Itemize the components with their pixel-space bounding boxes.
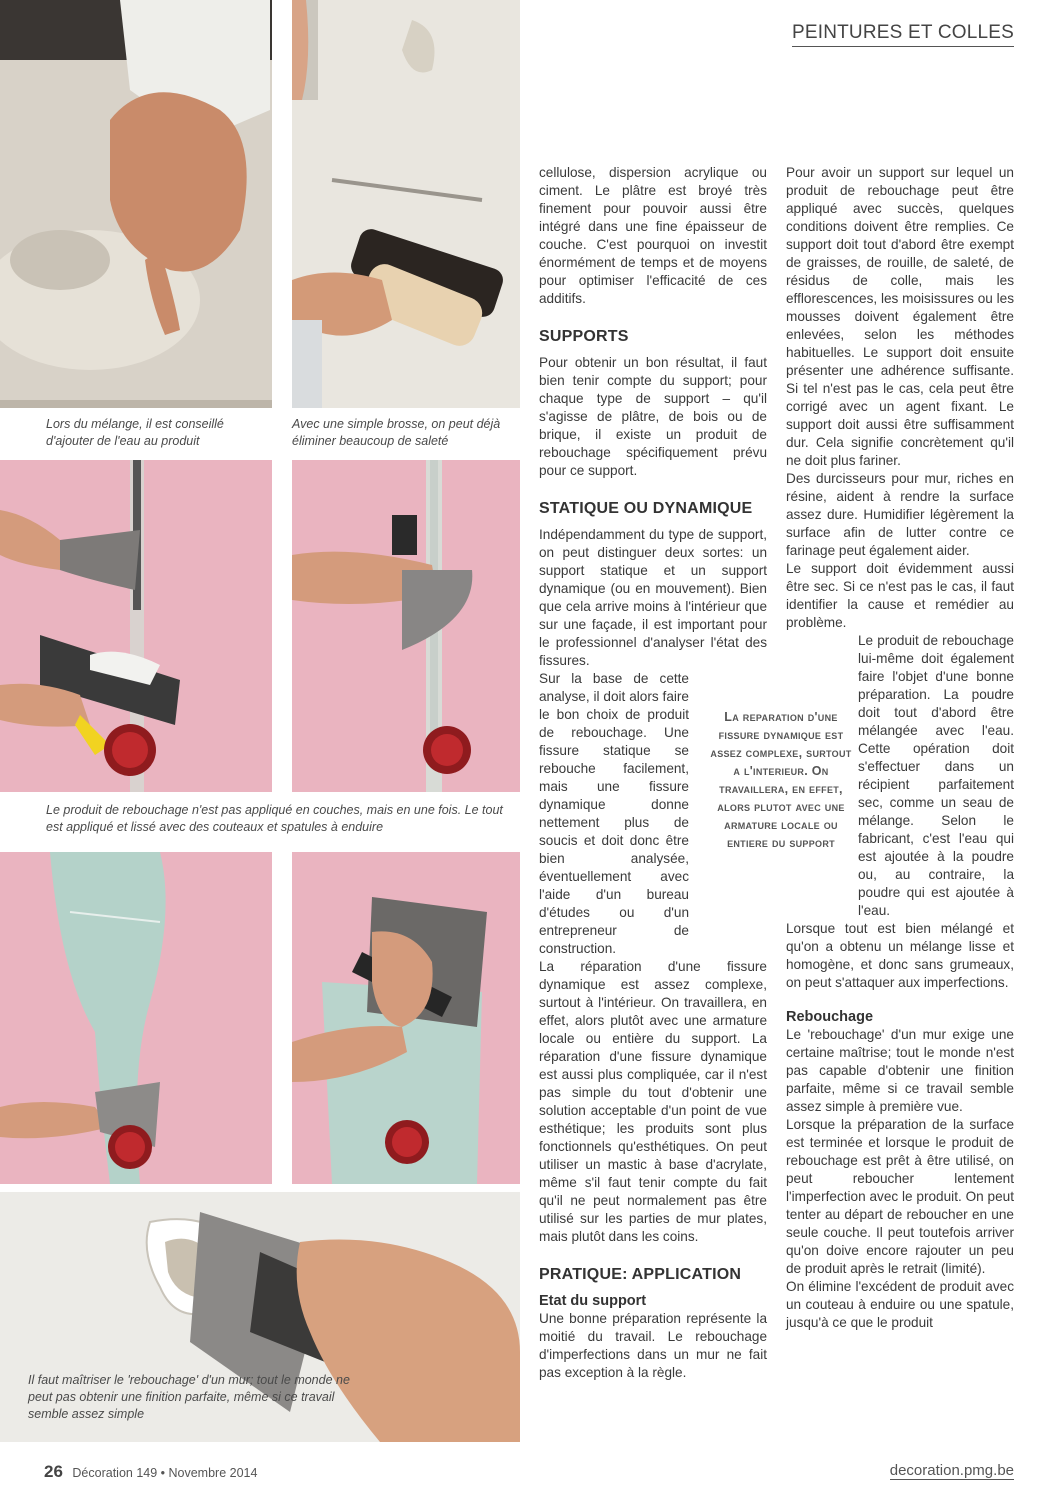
pink-wall-smoothing-photo	[292, 852, 520, 1184]
col1-statique-a: Indépendamment du type de support, on peut distinguer deux sortes: un support statique et un support dynamique (ou en mouvement). Bien que cela arrive moins à l'intérieur que sur une façade, il est important pour le professionnel d'analyser l'état des fissures.	[539, 527, 767, 668]
caption-rebouchage: Il faut maîtriser le 'rebouchage' d'un mur; tout le monde ne peut pas obtenir une finition parfaite, même si ce travail semble assez simple	[28, 1373, 350, 1421]
col1-etat: Une bonne préparation représente la moitié du travail. Le rebouchage d'imperfections dans un mur ne fait pas exception à la règle.	[539, 1311, 767, 1380]
pull-quote: La reparation d'une fissure dynamique est assez complexe, surtout a l'interieur. On travaillera, en effet, alors plutot avec une armature locale ou entiere du support	[710, 710, 852, 850]
footer-site-link[interactable]: decoration.pmg.be	[889, 1462, 1014, 1479]
heading-supports: SUPPORTS	[539, 328, 629, 345]
col1-statique-b: Sur la base de cette analyse, il doit alors faire le bon choix de produit de rebouchage. Une fissure statique se rebouche facilement, mais une fissure dynamique donne nettement plus de soucis et doit donc être bien analysée, éventuellement avec l'aide d'un bureau d'études ou d'un entrepreneur de construction.	[539, 671, 689, 956]
pink-wall-knife-photo	[292, 460, 520, 792]
footer-issue	[44, 1462, 257, 1482]
pink-wall-spatula-photo	[0, 460, 272, 792]
caption-application: Le produit de rebouchage n'est pas appliqué en couches, mais en une fois. Le tout est appliqué et lissé avec des couteaux et spatules à enduire	[46, 803, 503, 834]
col2-p7: Lorsque la préparation de la surface est terminée et lorsque le produit de rebouchage est prêt à être utilisé, on peut reboucher lentement l'imperfection avec le produit. On peut tenter au départ de reboucher en une seule couche. Il peut toutefois arriver qu'on doive encore rajouter un peu de produit après le retrait (limité).	[786, 1117, 1014, 1276]
caption-mixing: Lors du mélange, il est conseillé d'ajouter de l'eau au produit	[46, 417, 224, 448]
text-column-2	[786, 164, 1014, 1332]
col2-p6: Le 'rebouchage' d'un mur exige une certaine maîtrise; tout le monde n'est pas capable d'obtenir une finition parfaite, même si ce travail semble assez simple à première vue.	[786, 1027, 1014, 1114]
issue-label: Décoration 149 • Novembre 2014	[72, 1466, 258, 1480]
heading-rebouchage: Rebouchage	[786, 1009, 874, 1025]
col2-p3: Le support doit évidemment aussi être sec. Si ce n'est pas le cas, il faut identifier la cause et remédier au problème.	[786, 561, 1014, 630]
col1-intro: cellulose, dispersion acrylique ou ciment. Le plâtre est broyé très finement pour pouvoir aussi être intégré dans une fine épaisseur de couche. C'est pourquoi on investit énormément de temps et de moyens pour optimiser l'efficacité de ces additifs.	[539, 165, 767, 306]
heading-statique: STATIQUE OU DYNAMIQUE	[539, 500, 753, 517]
col2-p1: Pour avoir un support sur lequel un produit de rebouchage peut être appliqué avec succès, quelques conditions doivent être remplies. Ce support doit tout d'abord être exempt de graisses, de rouille, de saleté, de résidus de colle, mais les efflorescences, les moisissures ou les mousses doivent également être enlevées, selon les méthodes habituelles. Le support doit ensuite présenter une adhérence suffisante. Si tel n'est pas le cas, cela peut être corrigé avec un agent fixant. Le support doit aussi être suffisamment dur. Cela signifie concrètement qu'il ne doit plus fariner.	[786, 165, 1014, 468]
col2-p2: Des durcisseurs pour mur, riches en résine, aident à rendre la surface assez dure. Humidifier légèrement la surface afin de lutter contre ce farinage peut également aider.	[786, 471, 1014, 558]
col2-p8: On élimine l'excédent de produit avec un couteau à enduire ou une spatule, jusqu'à ce que le produit	[786, 1279, 1014, 1330]
pink-wall-filler-photo	[0, 852, 272, 1184]
col2-p5: Lorsque tout est bien mélangé et qu'on a obtenu un mélange lisse et homogène, et donc sans grumeaux, on peut s'attaquer aux imperfections.	[786, 921, 1014, 990]
col2-p4: Le produit de rebouchage lui-même doit également faire l'objet d'une bonne préparation. La poudre doit tout d'abord être mélangée avec l'eau. Cette opération doit s'effectuer dans un récipient parfaitement sec, comme un seau de mélange. Selon le fabricant, c'est l'eau qui est ajoutée à la poudre ou, au contraire, la poudre qui est ajoutée à l'eau.	[858, 633, 1014, 918]
heading-pratique: PRATIQUE: APPLICATION	[539, 1266, 742, 1283]
col1-statique-c: La réparation d'une fissure dynamique est assez complexe, surtout à l'intérieur. On travaillera, en effet, alors plutôt avec une armature locale ou entière du support. La réparation d'une fissure dynamique est aussi plus compliquée, car il n'est pas simple du tout d'obtenir une solution acceptable d'un point de vue esthétique; les produits sont plus fonctionnels qu'esthétiques. On peut utiliser un mastic à base d'acrylate, même s'il faut tenir compte du fait qu'il ne peut normalement pas être utilisé sur les parties de mur plates, mais plutôt dans les coins.	[539, 959, 767, 1244]
page-number: 26	[44, 1462, 63, 1481]
col1-supports: Pour obtenir un bon résultat, il faut bien tenir compte du support; pour chaque type de support – qu'il s'agisse de plâtre, de bois ou de brique, il existe un produit de rebouchage spécifiquement prévu pour ce support.	[539, 355, 767, 478]
mixing-hand-photo	[0, 0, 272, 408]
brush-cleaning-photo	[292, 0, 520, 408]
section-label: PEINTURES ET COLLES	[792, 22, 1014, 47]
caption-brush: Avec une simple brosse, on peut déjà éliminer beaucoup de saleté	[292, 417, 501, 448]
heading-etat: Etat du support	[539, 1293, 647, 1309]
